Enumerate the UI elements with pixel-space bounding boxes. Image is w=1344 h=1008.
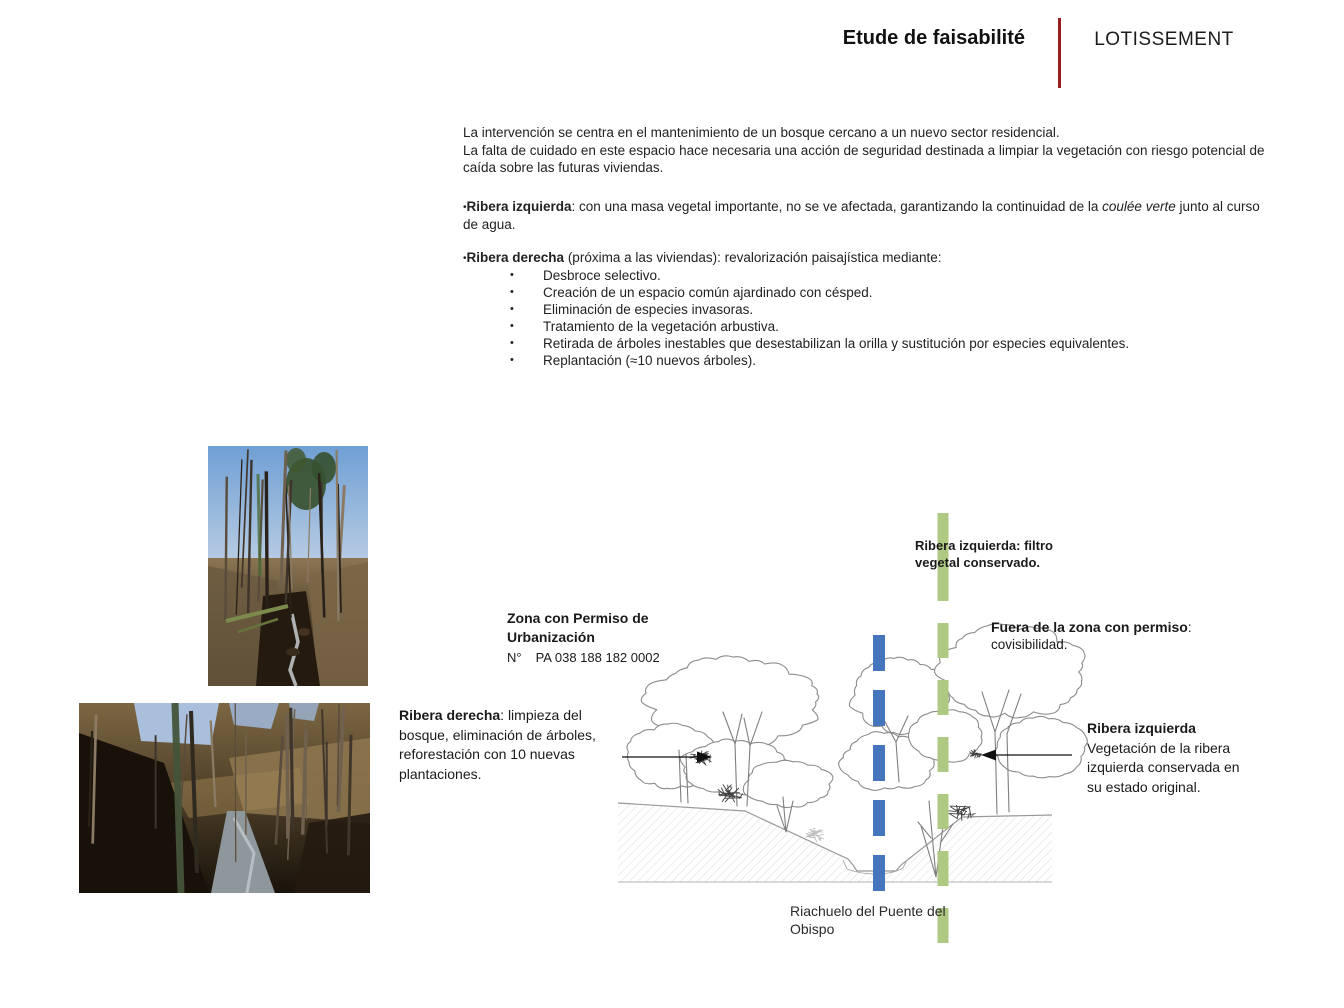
permit-number-prefix: N° [507,650,522,665]
list-item [463,284,1271,301]
outside-zone-term: Fuera de la zona con permiso [991,619,1188,635]
right-bank-text: (próxima a las viviendas): revalorización paisajística mediante: [564,249,942,265]
page-title: Etude de faisabilité [842,27,1025,49]
intro-line-2: La falta de cuidado en este espacio hace necesaria una acción de seguridad destinada a limpiar la vegetación con riesgo potencial de caída sobre las futuras viviendas. [463,142,1265,175]
bullet-glyph: • [510,303,514,315]
list-item-text: Tratamiento de la vegetación arbustiva. [543,319,779,334]
left-bank-text-2: junto al curso de agua. [463,198,1260,232]
list-item [463,267,1271,284]
bullet-glyph: • [463,201,467,213]
bullet-glyph: • [510,337,514,349]
forest-ravine-photo-top [208,446,368,686]
right-bank-paragraph [463,249,1271,268]
left-bank-note-text: Vegetación de la ribera izquierda conservada en su estado original. [1087,739,1240,795]
list-item [463,318,1271,335]
list-item [463,301,1271,318]
coulee-verte-italic: coulée verte [1102,198,1176,214]
bullet-glyph: • [510,320,514,332]
left-bank-note-term: Ribera izquierda [1087,720,1196,736]
list-item-text: Retirada de árboles inestables que desestabilizan la orilla y sustitución por especies equivalentes. [543,336,1130,351]
intro-line-1: La intervención se centra en el mantenimiento de un bosque cercano a un nuevo sector residencial. [463,125,1060,140]
list-item-text: Replantación (≈10 nuevos árboles). [543,353,757,368]
right-bank-term: Ribera derecha [466,249,565,265]
right-bank-note-text: : limpieza del bosque, eliminación de árboles, reforestación con 10 nuevas plantaciones. [399,707,596,782]
outside-zone-text: covisibilidad. [991,637,1068,652]
bullet-glyph: • [510,286,514,298]
left-bank-term: Ribera izquierda [466,198,572,214]
ground-hatch [618,803,1052,882]
bullet-glyph: • [510,269,514,281]
intro-paragraph [463,124,1271,177]
project-type-label: LOTISSEMENT [1094,29,1234,50]
list-item-text: Eliminación de especies invasoras. [543,302,754,317]
permit-number: PA 038 188 182 0002 [535,650,660,665]
right-bank-note-term: Ribera derecha [399,707,501,723]
bullet-glyph: • [463,252,467,264]
permit-number-line [507,648,682,667]
title-divider [1058,18,1061,88]
right-bank-note [399,706,605,784]
permit-zone-title: Zona con Permiso de Urbanización [507,610,649,645]
stream-caption: Riachuelo del Puente del Obispo [790,903,946,937]
intro-text-block [463,124,1271,369]
outside-zone-colon: : [1187,620,1192,635]
left-bank-text-1: : con una masa vegetal importante, no se ve afectada, garantizando la continuidad de la [571,198,1103,214]
list-item-text: Desbroce selectivo. [543,268,661,283]
list-item-text: Creación de un espacio común ajardinado con césped. [543,285,873,300]
filter-label: Ribera izquierda: filtro vegetal conservado. [915,538,1053,570]
measures-list [463,267,1271,369]
bullet-glyph: • [510,354,514,366]
list-item [463,335,1271,352]
list-item [463,352,1271,369]
left-bank-paragraph [463,198,1271,234]
left-bank-note [1087,719,1249,797]
outside-zone-label [991,619,1236,653]
permit-zone-label [507,609,682,667]
forest-ravine-photo-bottom [79,703,370,893]
